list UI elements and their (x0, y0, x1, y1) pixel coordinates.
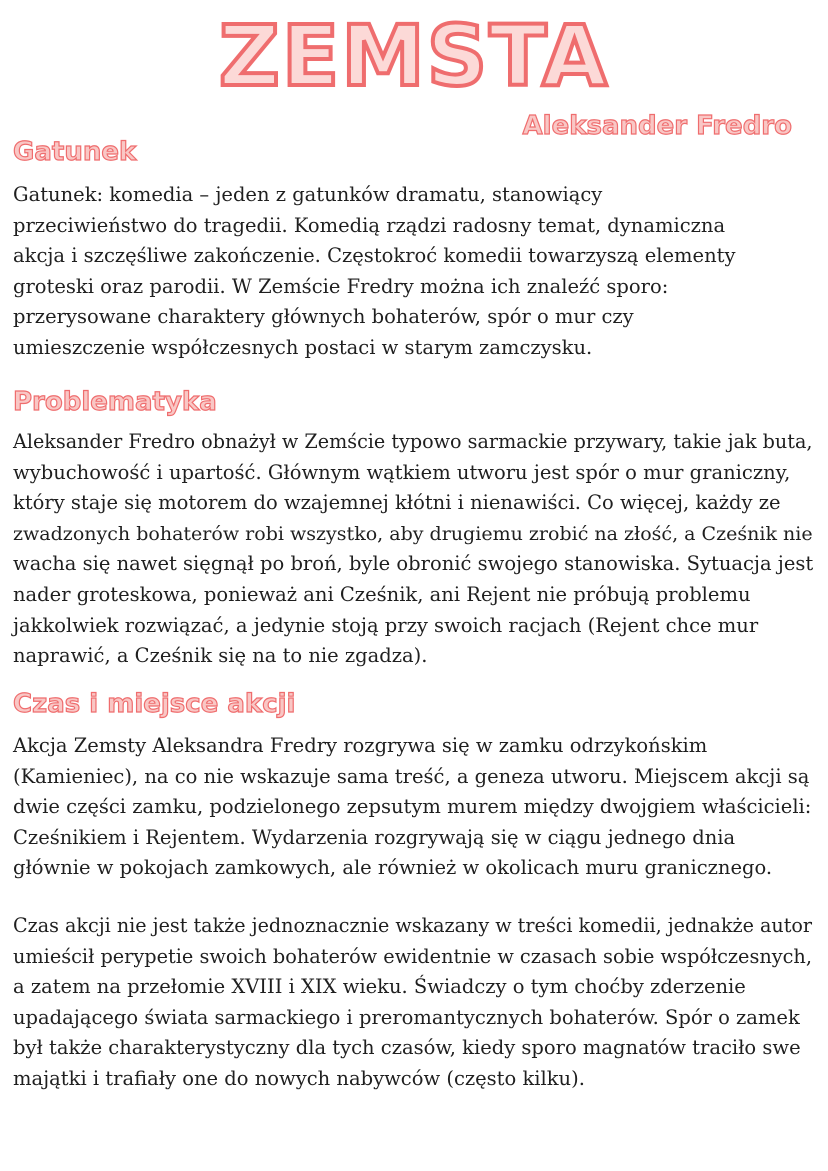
text-line: zwadzonych bohaterów robi wszystko, aby drugiemu zrobić na złość, a Cześnik nie (13, 522, 813, 545)
text-line: jakkolwiek rozwiązać, a jedynie stoją przy swoich racjach (Rejent chce mur (13, 613, 759, 637)
paragraph-miejsce-akcji (13, 731, 813, 884)
text-line: Akcja Zemsty Aleksandra Fredry rozgrywa się w zamku odrzykońskim (13, 734, 708, 757)
text-line: był także charakterystyczny dla tych czasów, kiedy sporo magnatów traciło swe (13, 1036, 801, 1060)
text-line: (Kamieniec), na co nie wskazuje sama treść, a geneza utworu. Miejscem akcji są (13, 764, 810, 788)
text-line: a zatem na przełomie XVIII i XIX wieku. Świadczy o tym choćby zderzenie (13, 975, 746, 999)
text-line: wybuchowość i upartość. Głównym wątkiem utworu jest spór o mur graniczny, (13, 460, 791, 484)
document-title: ZEMSTA (218, 7, 610, 105)
text-line: upadającego świata sarmackiego i preromantycznych bohaterów. Spór o zamek (13, 1005, 800, 1029)
paragraph-czas-akcji (13, 911, 813, 1095)
text-line: dwie części zamku, podzielonego zepsutym murem między dwojgiem właścicieli: (13, 795, 812, 819)
text-line: przeciwieństwo do tragedii. Komedią rządzi radosny temat, dynamiczna (13, 213, 726, 237)
text-line: majątki i trafiały one do nowych nabywców (często kilku). (13, 1066, 585, 1090)
text-line: wacha się nawet sięgnął po broń, byle obronić swojego stanowiska. Sytuacja jest (13, 552, 814, 576)
text-line: umieszczenie współczesnych postaci w starym zamczysku. (13, 335, 593, 359)
section-heading-problematyka: Problematyka (13, 387, 217, 417)
section-heading-czas-i-miejsce: Czas i miejsce akcji (13, 689, 296, 719)
text-line: nader groteskowa, ponieważ ani Cześnik, ani Rejent nie próbują problemu (13, 582, 751, 606)
section-heading-gatunek: Gatunek (13, 137, 137, 167)
text-line: przerysowane charaktery głównych bohaterów, spór o mur czy (13, 305, 634, 329)
text-line: Cześnikiem i Rejentem. Wydarzenia rozgrywają się w ciągu jednego dnia (13, 825, 736, 849)
text-line: głównie w pokojach zamkowych, ale również w okolicach muru granicznego. (13, 856, 773, 880)
text-line: naprawić, a Cześnik się na to nie zgadza). (13, 644, 428, 668)
text-line: Gatunek: komedia – jeden z gatunków dramatu, stanowiący (13, 183, 603, 206)
text-line: Czas akcji nie jest także jednoznacznie wskazany w treści komedii, jednakże autor (13, 914, 813, 937)
text-line: akcja i szczęśliwe zakończenie. Częstokroć komedii towarzyszą elementy (13, 244, 736, 268)
text-line: który staje się motorem do wzajemnej kłótni i nienawiści. Co więcej, każdy ze (13, 491, 781, 515)
text-line: Aleksander Fredro obnażył w Zemście typowo sarmackie przywary, takie jak buta, (13, 430, 813, 453)
paragraph-problematyka (13, 427, 813, 672)
author-name: Aleksander Fredro (522, 111, 792, 141)
text-line: groteski oraz parodii. W Zemście Fredry można ich znaleźć sporo: (13, 274, 669, 298)
text-line: umieścił perypetie swoich bohaterów ewidentnie w czasach sobie współczesnych, (13, 944, 812, 968)
paragraph-gatunek (13, 180, 813, 364)
